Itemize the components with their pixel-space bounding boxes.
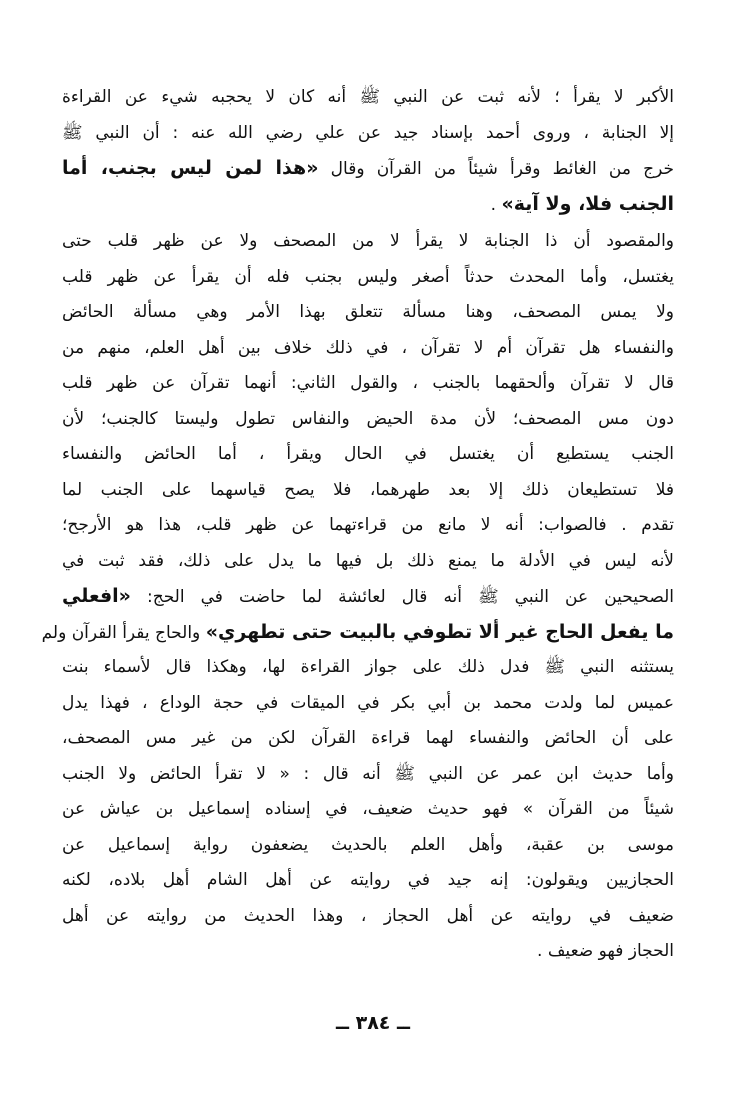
text-line: ضعيف في روايته عن أهل الحجاز ، وهذا الحديث من روايته عن أهل bbox=[62, 905, 674, 926]
hadith-quote: ما يفعل الحاج غير ألا تطوفي بالبيت حتى تطهري» bbox=[205, 620, 674, 643]
text-line: لأنه ليس في الأدلة ما يمنع ذلك بل فيها ما يدل على ذلك، فقد ثبت في bbox=[62, 550, 674, 571]
text-line: على أن الحائض والنفساء لهما قراءة القرآن لكن من غير مس المصحف، bbox=[62, 728, 674, 748]
text-line: الجنب يستطيع أن يغتسل في الحال ويقرأ ، أما الحائض والنفساء bbox=[62, 444, 674, 464]
text-line: يغتسل، وأما المحدث حدثاً أصغر وليس بجنب فله أن يقرأ عن ظهر قلب bbox=[62, 266, 674, 287]
text-line: قال لا تقرآن وألحقهما بالجنب ، والقول الثاني: أنهما تقرآن عن ظهر قلب bbox=[62, 373, 674, 393]
text-line: والنفساء هل تقرآن أم لا تقرآن ، في ذلك خلاف بين أهل العلم، منهم من bbox=[62, 337, 674, 358]
text-line bbox=[62, 151, 674, 187]
text-line bbox=[62, 187, 674, 223]
hadith-quote: «هذا لمن ليس بجنب، أما bbox=[62, 157, 319, 179]
text-line bbox=[41, 615, 674, 651]
body-text bbox=[41, 80, 674, 970]
text-line: فلا تستطيعان ذلك إلا بعد طهرهما، فلا يصح قياسهما على الجنب لما bbox=[62, 479, 674, 500]
page-number: ــ ٣٨٤ ــ bbox=[335, 1012, 410, 1034]
text-line: تقدم . فالصواب: أنه لا مانع من قراءتهما عن ظهر قلب، هذا هو الأرجح؛ bbox=[62, 515, 674, 535]
text-line: يستثنه النبي ﷺ فدل ذلك على جواز القراءة لها، وهكذا قال لأسماء بنت bbox=[62, 657, 674, 677]
text-line: إلا الجنابة ، وروى أحمد بإسناد جيد عن علي رضي الله عنه : أن النبي ﷺ bbox=[62, 122, 674, 143]
hadith-quote: الجنب فلا، ولا آية» bbox=[501, 192, 674, 215]
text-line: والمقصود أن ذا الجنابة لا يقرأ لا من المصحف ولا عن ظهر قلب حتى bbox=[62, 231, 674, 251]
text-segment: خرج من الغائط وقرأ شيئاً من القرآن وقال bbox=[330, 159, 674, 179]
text-line: الحجاز فهو ضعيف . bbox=[537, 941, 674, 961]
text-line: شيئاً من القرآن » فهو حديث ضعيف، في إسناده إسماعيل بن عياش عن bbox=[62, 799, 674, 819]
text-segment: الصحيحين عن النبي ﷺ أنه قال لعائشة لما حاضت في الحج: bbox=[130, 587, 674, 607]
text-line: ولا يمس المصحف، وهنا مسألة تتعلق بهذا الأمر وهي مسألة الحائض bbox=[62, 302, 674, 322]
text-segment: والحاج يقرأ القرآن ولم bbox=[41, 622, 206, 643]
text-line: وأما حديث ابن عمر عن النبي ﷺ أنه قال : « لا تقرأ الحائض ولا الجنب bbox=[62, 763, 674, 784]
hadith-quote: «افعلي bbox=[62, 585, 131, 607]
text-line bbox=[62, 579, 674, 615]
text-line: عميس لما ولدت محمد بن أبي بكر في الميقات في حجة الوداع ، فهذا يدل bbox=[62, 692, 674, 713]
text-segment: . bbox=[490, 194, 502, 215]
text-line: موسى بن عقبة، وأهل العلم بالحديث يضعفون رواية إسماعيل عن bbox=[62, 834, 674, 855]
text-line: الحجازيين ويقولون: إنه جيد في روايته عن أهل الشام أهل بلاده، لكنه bbox=[62, 870, 674, 890]
text-line: الأكبر لا يقرأ ؛ لأنه ثبت عن النبي ﷺ أنه كان لا يحجبه شيء عن القراءة bbox=[62, 87, 674, 107]
text-line: دون مس المصحف؛ لأن مدة الحيض والنفاس تطول وليستا كالجنب؛ لأن bbox=[62, 408, 674, 429]
